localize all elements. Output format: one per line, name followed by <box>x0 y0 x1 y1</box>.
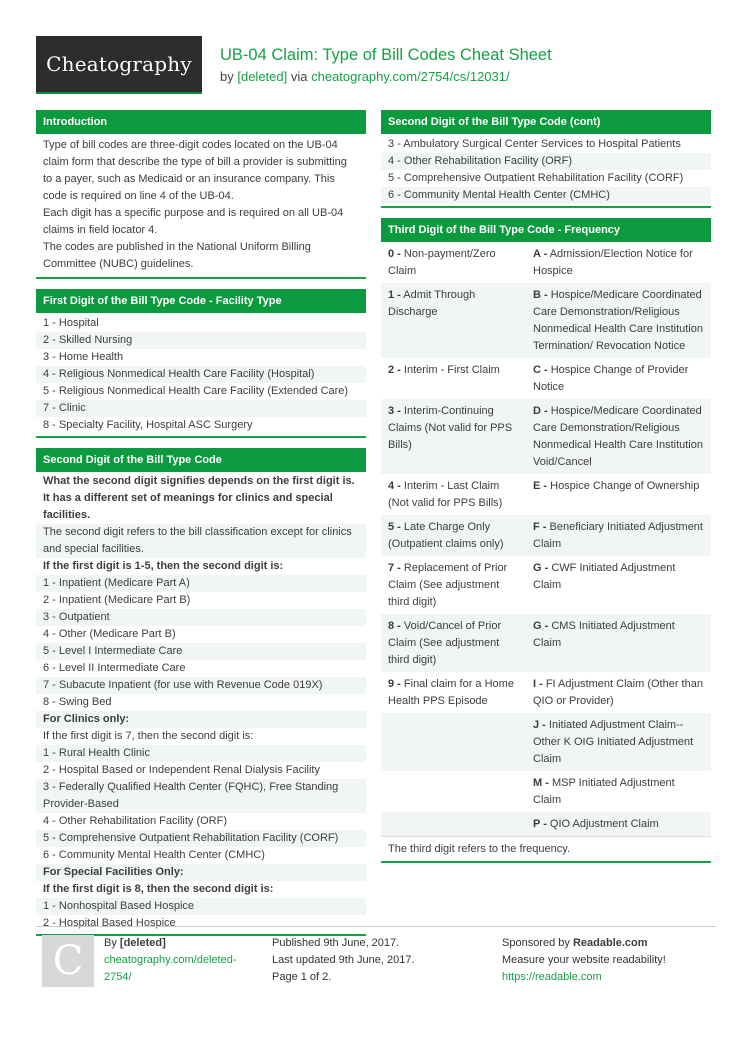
list-item: 3 - Ambulatory Surgical Center Services to Hospital Patients <box>388 138 681 150</box>
code-desc: Void/Cancel of Prior Claim (See adjustment third digit) <box>388 620 502 666</box>
code-desc: Final claim for a Home Health PPS Episode <box>388 678 514 707</box>
code-key: 5 - <box>388 521 401 533</box>
code-key: I - <box>533 678 543 690</box>
code-desc: Interim - Last Claim (Not valid for PPS Bills) <box>388 480 503 509</box>
sponsor-text: Measure your website readability! <box>502 954 666 966</box>
sponsored-label: Sponsored by <box>502 937 570 949</box>
code-key: 8 - <box>388 620 401 632</box>
code-key: B - <box>533 289 548 301</box>
third-digit-section <box>381 218 711 863</box>
table-row <box>381 515 711 556</box>
code-desc: Hospice Change of Provider Notice <box>533 364 689 393</box>
left-column <box>36 110 366 946</box>
cheatography-logo[interactable]: Cheatography <box>36 36 202 94</box>
footer-author <box>104 935 244 986</box>
intro-paragraph: The codes are published in the National Uniform Billing Committee (NUBC) guidelines. <box>43 241 311 270</box>
list-item: 5 - Religious Nonmedical Health Care Facility (Extended Care) <box>43 385 349 397</box>
introduction-section <box>36 110 366 279</box>
first-digit-section <box>36 289 366 438</box>
list-item: 2 - Hospital Based or Independent Renal Dialysis Facility <box>43 764 320 776</box>
code-desc: QIO Adjustment Claim <box>546 818 659 830</box>
list-item: 8 - Swing Bed <box>43 696 112 708</box>
page-header <box>36 36 716 94</box>
code-desc: Interim - First Claim <box>400 364 500 376</box>
list-item: 4 - Other Rehabilitation Facility (ORF) <box>43 815 227 827</box>
page-title: UB-04 Claim: Type of Bill Codes Cheat Sheet <box>220 46 552 64</box>
table-row <box>381 399 711 474</box>
lead-text: The second digit refers to the bill classification except for clinics and special facilities. <box>36 524 366 558</box>
page-footer <box>36 926 716 1007</box>
list-item: 1 - Nonhospital Based Hospice <box>36 898 366 915</box>
list-item: 1 - Inpatient (Medicare Part A) <box>36 575 366 592</box>
second-digit-cont-section <box>381 110 711 208</box>
code-key: J - <box>533 719 546 731</box>
list-item: 2 - Hospital Based Hospice <box>43 917 176 929</box>
section-title: Second Digit of the Bill Type Code (cont) <box>381 110 711 134</box>
code-desc: FI Adjustment Claim (Other than QIO or Provider) <box>533 678 703 707</box>
list-item: 3 - Federally Qualified Health Center (FQHC), Free Standing Provider-Based <box>36 779 366 813</box>
section-title: Third Digit of the Bill Type Code - Frequency <box>381 218 711 242</box>
code-key: A - <box>533 248 548 260</box>
list-item: 1 - Hospital <box>43 317 99 329</box>
by-label: By <box>104 937 117 949</box>
subheading: For Clinics only: <box>36 711 366 728</box>
footer-dates <box>272 935 415 986</box>
code-key: M - <box>533 777 549 789</box>
cheatography-c-logo: C <box>42 935 94 987</box>
code-desc: Admission/Election Notice for Hospice <box>533 248 693 277</box>
list-item: 5 - Comprehensive Outpatient Rehabilitation Facility (CORF) <box>388 172 684 184</box>
table-row <box>381 474 711 515</box>
section-title: Introduction <box>36 110 366 134</box>
subheading: If the first digit is 8, then the second digit is: <box>43 883 274 895</box>
code-desc: Non-payment/Zero Claim <box>388 248 496 277</box>
subheading-text: If the first digit is 7, then the second digit is: <box>43 730 254 742</box>
frequency-note: The third digit refers to the frequency. <box>381 836 711 861</box>
footer-author-name[interactable]: [deleted] <box>119 937 166 949</box>
section-title: First Digit of the Bill Type Code - Facility Type <box>36 289 366 313</box>
code-desc: MSP Initiated Adjustment Claim <box>533 777 675 806</box>
footer-author-link[interactable]: cheatography.com/deleted-2754/ <box>104 954 237 983</box>
list-item: 1 - Rural Health Clinic <box>36 745 366 762</box>
right-column <box>381 110 711 873</box>
byline <box>220 69 510 84</box>
table-row <box>381 614 711 672</box>
table-row <box>381 556 711 614</box>
intro-paragraph: Each digit has a specific purpose and is required on all UB-04 claims in field locator 4. <box>43 207 344 236</box>
updated-date: Last updated 9th June, 2017. <box>272 954 415 966</box>
list-item: 7 - Subacute Inpatient (for use with Revenue Code 019X) <box>36 677 366 694</box>
table-row <box>381 242 711 283</box>
code-desc: Hospice Change of Ownership <box>547 480 700 492</box>
code-desc: Admit Through Discharge <box>388 289 476 318</box>
table-row <box>381 771 711 812</box>
list-item: 5 - Level I Intermediate Care <box>36 643 366 660</box>
list-item: 2 - Skilled Nursing <box>36 332 366 349</box>
code-key: C - <box>533 364 548 376</box>
list-item: 3 - Outpatient <box>36 609 366 626</box>
list-item: 2 - Inpatient (Medicare Part B) <box>43 594 191 606</box>
code-desc: Initiated Adjustment Claim--Other K OIG Initiated Adjustment Claim <box>533 719 694 765</box>
sheet-url-link[interactable]: cheatography.com/2754/cs/12031/ <box>311 69 510 84</box>
section-title: Second Digit of the Bill Type Code <box>36 448 366 472</box>
code-key: 9 - <box>388 678 401 690</box>
list-item: 6 - Level II Intermediate Care <box>43 662 186 674</box>
code-key: 4 - <box>388 480 401 492</box>
intro-paragraph: Type of bill codes are three-digit codes located on the UB-04 claim form that describe the type of bill a provider is submitting to a payer, such as Medicaid or an insurance company. This code is required on line 4 of the UB-04. <box>43 139 347 202</box>
code-key: D - <box>533 405 548 417</box>
code-desc: Hospice/Medicare Coordinated Care Demonstration/Religious Nonmedical Health Care Institution Termination/ Revocation Notice <box>533 289 703 352</box>
code-key: P - <box>533 818 547 830</box>
by-label: by <box>220 69 234 84</box>
list-item: 4 - Religious Nonmedical Health Care Facility (Hospital) <box>36 366 366 383</box>
footer-sponsor <box>502 935 666 986</box>
list-item: 4 - Other (Medicare Part B) <box>43 628 176 640</box>
code-desc: Replacement of Prior Claim (See adjustment third digit) <box>388 562 508 608</box>
table-row <box>381 812 711 836</box>
via-label: via <box>290 69 308 84</box>
list-item: 6 - Community Mental Health Center (CMHC) <box>43 849 265 861</box>
code-key: 7 - <box>388 562 401 574</box>
subheading: If the first digit is 1-5, then the second digit is: <box>43 560 284 572</box>
table-row <box>381 358 711 399</box>
list-item: 4 - Other Rehabilitation Facility (ORF) <box>381 153 711 170</box>
frequency-table <box>381 242 711 836</box>
code-desc: Interim-Continuing Claims (Not valid for PPS Bills) <box>388 405 513 451</box>
second-digit-section <box>36 448 366 936</box>
published-date: Published 9th June, 2017. <box>272 937 400 949</box>
table-row <box>381 283 711 358</box>
code-key: 0 - <box>388 248 401 260</box>
list-item: 5 - Comprehensive Outpatient Rehabilitation Facility (CORF) <box>36 830 366 847</box>
code-key: 3 - <box>388 405 401 417</box>
sponsor-name[interactable]: Readable.com <box>572 937 648 949</box>
code-key: G - <box>533 620 549 632</box>
subheading: For Special Facilities Only: <box>36 864 366 881</box>
sponsor-link[interactable]: https://readable.com <box>502 971 602 983</box>
code-desc: CWF Initiated Adjustment Claim <box>533 562 676 591</box>
list-item: 3 - Home Health <box>43 351 124 363</box>
code-desc: Hospice/Medicare Coordinated Care Demonstration/Religious Nonmedical Health Care Institution Void/Cancel <box>533 405 703 468</box>
author-link[interactable]: [deleted] <box>237 69 288 84</box>
code-desc: CMS Initiated Adjustment Claim <box>533 620 675 649</box>
code-key: 1 - <box>388 289 401 301</box>
code-key: E - <box>533 480 548 492</box>
list-item: 7 - Clinic <box>36 400 366 417</box>
list-item: 8 - Specialty Facility, Hospital ASC Surgery <box>43 419 253 431</box>
page-number: Page 1 of 2. <box>272 971 332 983</box>
code-key: G - <box>533 562 549 574</box>
code-key: 2 - <box>388 364 401 376</box>
code-desc: Beneficiary Initiated Adjustment Claim <box>533 521 703 550</box>
table-row <box>381 672 711 713</box>
table-row <box>381 713 711 771</box>
list-item: 6 - Community Mental Health Center (CMHC) <box>381 187 711 204</box>
lead-text-bold: What the second digit signifies depends on the first digit is. It has a different set of meanings for clinics and special facilities. <box>43 475 355 521</box>
code-key: F - <box>533 521 547 533</box>
code-desc: Late Charge Only (Outpatient claims only) <box>388 521 504 550</box>
